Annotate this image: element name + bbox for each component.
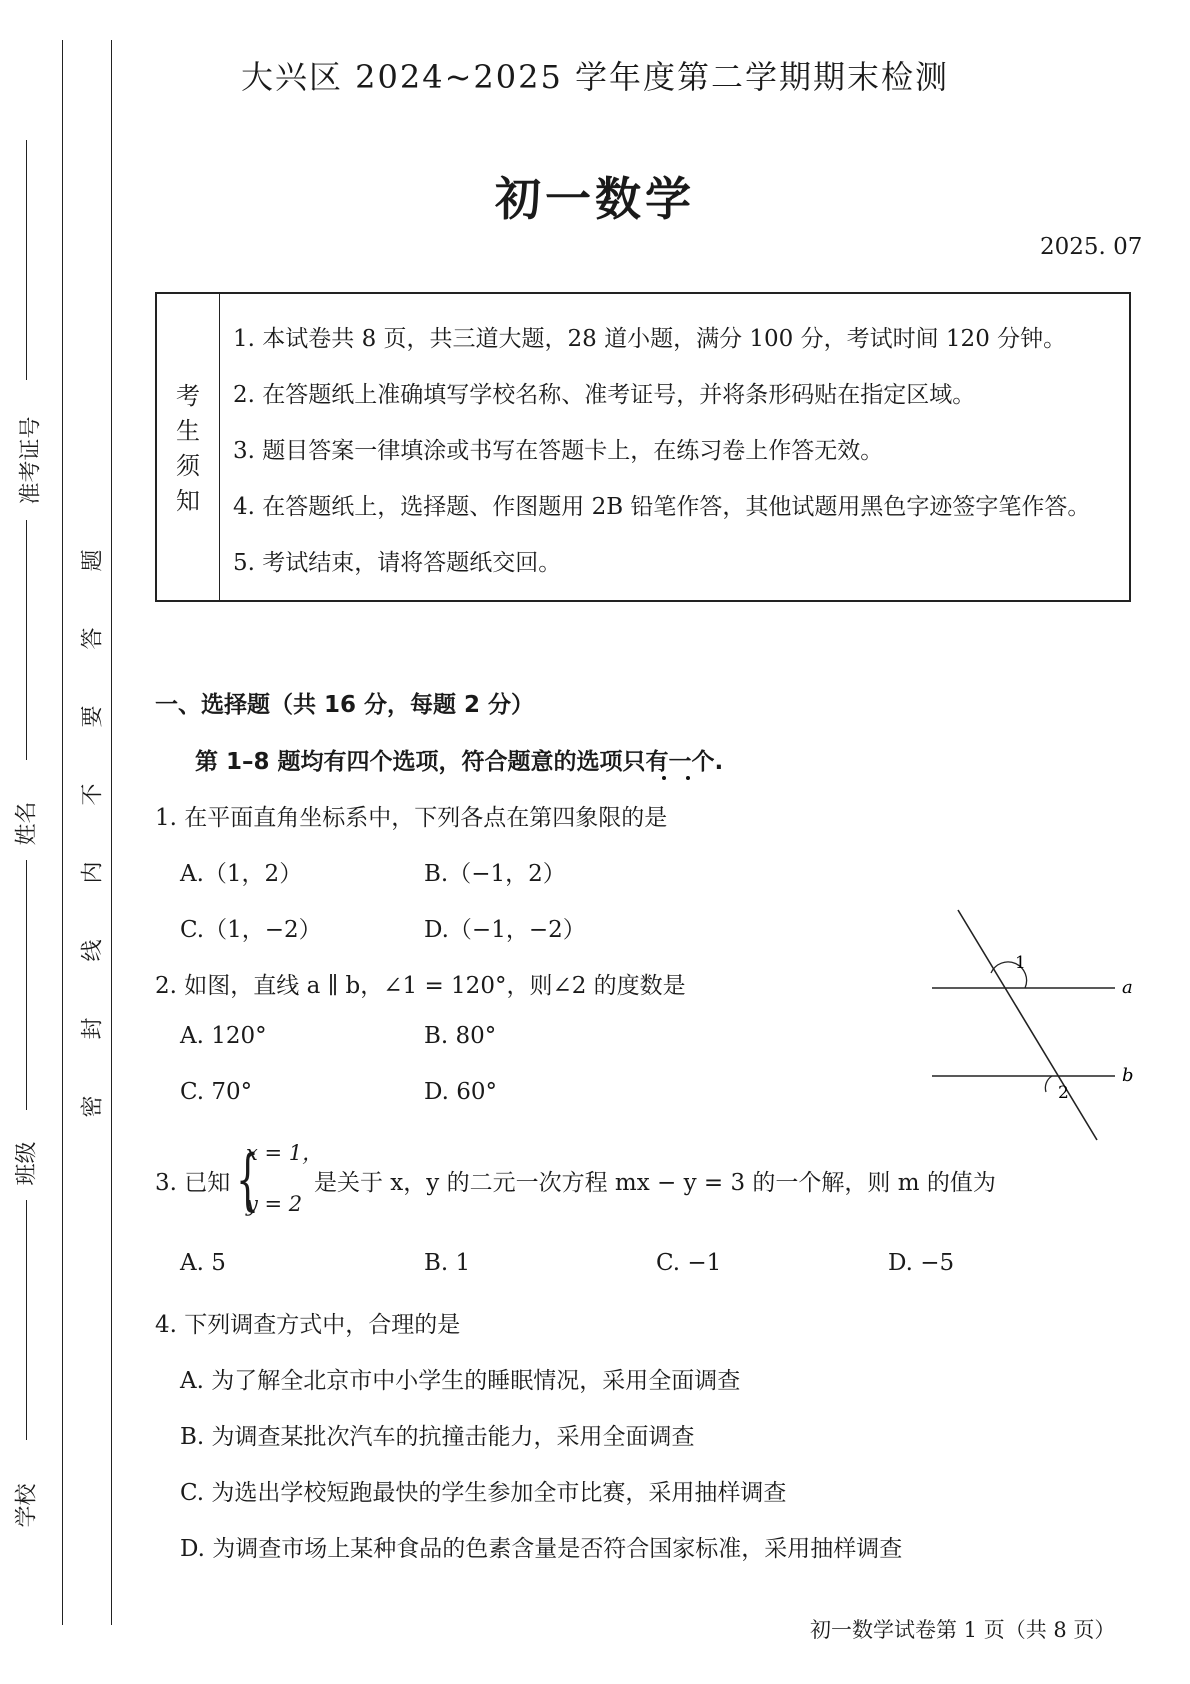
page-footer: 初一数学试卷第 1 页（共 8 页） <box>810 1618 1116 1642</box>
seal-char: 题 <box>80 549 106 572</box>
seal-char: 封 <box>80 1017 106 1040</box>
question-2-stem: 2. 如图，直线 a ∥ b，∠1 = 120°，则∠2 的度数是 <box>155 973 686 999</box>
system-brace: { <box>236 1141 260 1218</box>
notice-heading-char: 知 <box>176 487 200 515</box>
question-1-option-b[interactable]: B.（−1，2） <box>424 861 566 887</box>
notice-item: 1. 本试卷共 8 页，共三道大题，28 道小题，满分 100 分，考试时间 120 分钟。 <box>233 326 1067 352</box>
angle-2-label: 2 <box>1058 1083 1069 1103</box>
notice-item: 4. 在答题纸上，选择题、作图题用 2B 铅笔作答，其他试题用黑色字迹签字笔作答。 <box>233 494 1091 520</box>
binding-line-left <box>62 40 63 1625</box>
seal-char: 线 <box>80 939 106 962</box>
admission-number-line-lower[interactable] <box>26 520 27 760</box>
question-1-stem: 1. 在平面直角坐标系中，下列各点在第四象限的是 <box>155 805 668 831</box>
school-label: 学校 <box>14 1483 40 1528</box>
notice-item: 2. 在答题纸上准确填写学校名称、准考证号，并将条形码贴在指定区域。 <box>233 382 976 408</box>
name-line[interactable] <box>26 860 27 1110</box>
question-4-stem: 4. 下列调查方式中，合理的是 <box>155 1312 461 1338</box>
question-3-option-a[interactable]: A. 5 <box>180 1250 226 1276</box>
question-2-option-b[interactable]: B. 80° <box>424 1023 497 1049</box>
seal-char: 要 <box>80 705 106 728</box>
question-3-option-c[interactable]: C. −1 <box>656 1250 722 1276</box>
question-2-option-d[interactable]: D. 60° <box>424 1079 498 1105</box>
notice-heading-char: 考 <box>176 382 200 410</box>
question-1-option-a[interactable]: A.（1，2） <box>180 861 303 887</box>
seal-char: 内 <box>80 861 106 884</box>
notice-item: 5. 考试结束，请将答题纸交回。 <box>233 550 562 576</box>
exam-date: 2025. 07 <box>1040 234 1143 260</box>
binding-line-right <box>111 40 112 1625</box>
question-4-option-d[interactable]: D. 为调查市场上某种食品的色素含量是否符合国家标准，采用抽样调查 <box>180 1536 903 1562</box>
parallel-lines-figure <box>920 900 1140 1150</box>
notice-heading-char: 生 <box>176 417 200 445</box>
question-4-option-a[interactable]: A. 为了解全北京市中小学生的睡眠情况，采用全面调查 <box>180 1368 741 1394</box>
transversal-line <box>958 910 1097 1140</box>
emphasis-dot <box>662 776 666 780</box>
question-3-prefix: 3. 已知 <box>155 1170 231 1196</box>
class-line[interactable] <box>26 1200 27 1440</box>
question-1-option-c[interactable]: C.（1，−2） <box>180 917 322 943</box>
section-instruction: 第 1–8 题均有四个选项，符合题意的选项只有一个. <box>195 749 724 775</box>
seal-char: 不 <box>80 783 106 806</box>
question-3-suffix: 是关于 x，y 的二元一次方程 mx − y = 3 的一个解，则 m 的值为 <box>314 1170 996 1196</box>
question-1-option-d[interactable]: D.（−1，−2） <box>424 917 586 943</box>
angle-1-label: 1 <box>1015 953 1026 973</box>
seal-char: 答 <box>80 627 106 650</box>
line-a-label: a <box>1122 977 1133 998</box>
emphasis-dot <box>686 776 690 780</box>
question-3-option-b[interactable]: B. 1 <box>424 1250 471 1276</box>
angle-2-arc <box>1045 1076 1052 1092</box>
seal-char: 密 <box>80 1095 106 1118</box>
notice-heading <box>157 294 220 600</box>
section-title: 一、选择题（共 16 分，每题 2 分） <box>155 692 535 718</box>
line-b-label: b <box>1122 1065 1134 1086</box>
notice-heading-char: 须 <box>176 452 200 480</box>
admission-number-label: 准考证号 <box>18 416 44 505</box>
system-equation-2: y = 2 <box>246 1192 303 1216</box>
question-4-option-b[interactable]: B. 为调查某批次汽车的抗撞击能力，采用全面调查 <box>180 1424 695 1450</box>
name-label: 姓名 <box>14 801 40 846</box>
subject-title: 初一数学 <box>495 172 695 226</box>
candidate-notice-box <box>155 292 1131 602</box>
question-2-option-a[interactable]: A. 120° <box>180 1023 267 1049</box>
class-label: 班级 <box>14 1141 40 1186</box>
exam-title: 大兴区 2024~2025 学年度第二学期期末检测 <box>240 58 950 96</box>
system-equation-1: x = 1， <box>246 1141 324 1165</box>
question-4-option-c[interactable]: C. 为选出学校短跑最快的学生参加全市比赛，采用抽样调查 <box>180 1480 787 1506</box>
question-2-option-c[interactable]: C. 70° <box>180 1079 253 1105</box>
notice-item: 3. 题目答案一律填涂或书写在答题卡上，在练习卷上作答无效。 <box>233 438 884 464</box>
question-3-option-d[interactable]: D. −5 <box>888 1250 955 1276</box>
